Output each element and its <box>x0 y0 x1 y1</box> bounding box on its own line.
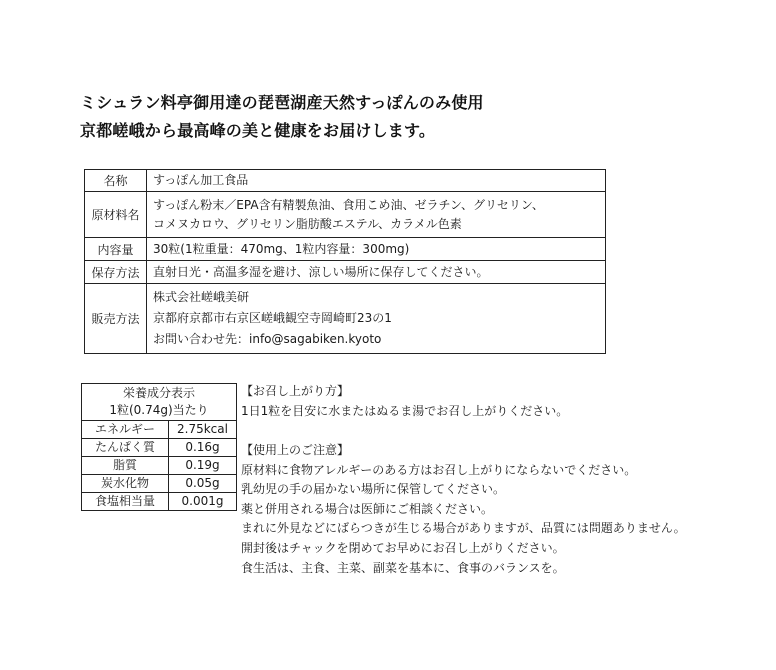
caution-line: まれに外見などにばらつきが生じる場合がありますが、品質には問題ありません。 <box>241 521 686 536</box>
nutrition-title: 栄養成分表示 <box>122 386 195 400</box>
nutrition-row <box>82 475 237 493</box>
nutrition-value: 2.75kcal <box>169 421 237 439</box>
nutrition-label: エネルギー <box>82 421 169 439</box>
nutrition-header-row <box>82 384 237 421</box>
seller-address: 京都府京都市右京区嵯峨観空寺岡崎町23の1 <box>153 311 392 325</box>
nutrition-row <box>82 421 237 439</box>
caution-line: 薬と併用される場合は医師にご相談ください。 <box>241 501 494 516</box>
nutrition-header <box>82 384 237 421</box>
storage-label: 保存方法 <box>85 261 147 284</box>
caution-line: 食生活は、主食、主菜、副菜を基本に、食事のバランスを。 <box>241 560 565 575</box>
storage-row <box>85 261 606 284</box>
usage-heading: 【お召し上がり方】 <box>241 384 350 398</box>
ingredients-label: 原材料名 <box>85 192 147 238</box>
nutrition-value: 0.16g <box>169 439 237 457</box>
caution-line: 原材料に食物アレルギーのある方はお召し上がりにならないでください。 <box>241 462 637 477</box>
nutrition-label: 食塩相当量 <box>82 493 169 511</box>
seller-value <box>147 284 606 354</box>
headline-line-2: 京都嵯峨から最高峰の美と健康をお届けします。 <box>80 121 436 140</box>
nutrition-row <box>82 457 237 475</box>
usage-section <box>241 382 568 421</box>
nutrition-value: 0.001g <box>169 493 237 511</box>
cautions-heading: 【使用上のご注意】 <box>241 443 350 457</box>
contents-value: 30粒(1粒重量：470mg、1粒内容量：300mg) <box>147 238 606 261</box>
ingredients-value <box>147 192 606 238</box>
ingredients-row <box>85 192 606 238</box>
nutrition-label: 脂質 <box>82 457 169 475</box>
caution-line: 乳幼児の手の届かない場所に保管してください。 <box>241 482 506 497</box>
product-name-label: 名称 <box>85 170 147 192</box>
product-name-value: すっぽん加工食品 <box>147 170 606 192</box>
contents-row <box>85 238 606 261</box>
seller-company: 株式会社嵯峨美研 <box>153 290 250 304</box>
nutrition-label: 炭水化物 <box>82 475 169 493</box>
nutrition-row <box>82 493 237 511</box>
nutrition-row <box>82 439 237 457</box>
storage-value: 直射日光・高温多湿を避け、涼しい場所に保存してください。 <box>147 261 606 284</box>
seller-contact: お問い合わせ先：info@sagabiken.kyoto <box>153 332 382 346</box>
product-info-table <box>84 169 606 354</box>
contents-label: 内容量 <box>85 238 147 261</box>
nutrition-label: たんぱく質 <box>82 439 169 457</box>
nutrition-table <box>81 383 237 511</box>
seller-row <box>85 284 606 354</box>
usage-text: 1日1粒を目安に水またはぬるま湯でお召し上がりください。 <box>241 403 569 418</box>
headline-line-1: ミシュラン料亭御用達の琵琶湖産天然すっぽんのみ使用 <box>80 93 484 112</box>
cautions-section <box>241 441 686 578</box>
caution-line: 開封後はチャックを閉めてお早めにお召し上がりください。 <box>241 540 565 555</box>
product-name-row <box>85 170 606 192</box>
ingredients-line: コメヌカロウ、グリセリン脂肪酸エステル、カラメル色素 <box>153 216 462 231</box>
nutrition-value: 0.05g <box>169 475 237 493</box>
ingredients-line: すっぽん粉末／EPA含有精製魚油、食用こめ油、ゼラチン、グリセリン、 <box>153 197 544 212</box>
nutrition-value: 0.19g <box>169 457 237 475</box>
seller-label: 販売方法 <box>85 284 147 354</box>
nutrition-subtitle: 1粒(0.74g)当たり <box>109 403 209 417</box>
